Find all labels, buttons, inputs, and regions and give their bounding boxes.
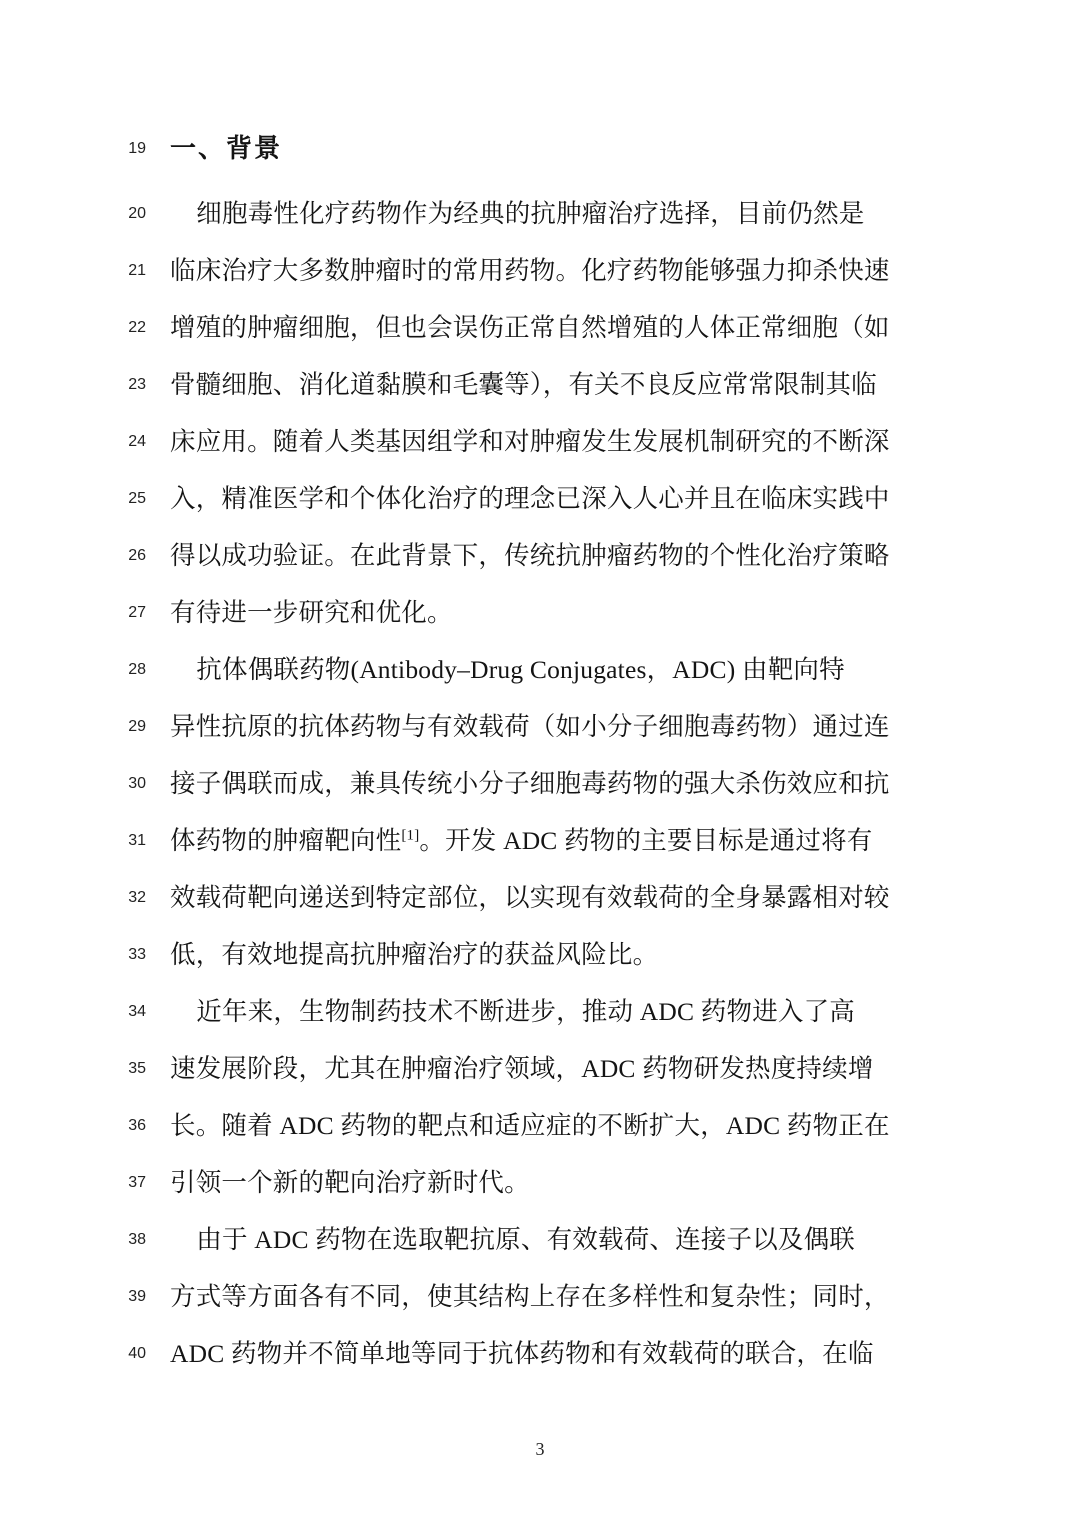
page-title: 一、背景 [170,134,283,163]
line-number: 23 [128,376,146,393]
paragraph-2 [110,641,930,983]
line-number: 30 [128,775,146,792]
text-line [110,1040,930,1097]
text-line [110,1097,930,1154]
text-line [110,926,930,983]
paragraph-1 [110,185,930,641]
text-line [110,527,930,584]
text-line [110,1154,930,1211]
text-line [110,1211,930,1268]
line-number: 36 [128,1117,146,1134]
line-text: 异性抗原的抗体药物与有效载荷（如小分子细胞毒药物）通过连 [170,712,890,741]
line-number: 19 [128,140,146,157]
line-number: 31 [128,832,146,849]
text-line [110,413,930,470]
line-number: 29 [128,718,146,735]
line-number: 20 [128,205,146,222]
line-text: 引领一个新的靶向治疗新时代。 [170,1168,530,1197]
line-number: 38 [128,1231,146,1248]
line-text: 有待进一步研究和优化。 [170,598,453,627]
line-text: ADC 药物并不简单地等同于抗体药物和有效载荷的联合，在临 [170,1339,874,1368]
line-text: 效载荷靶向递送到特定部位，以实现有效载荷的全身暴露相对较 [170,883,890,912]
line-text: 增殖的肿瘤细胞，但也会误伤正常自然增殖的人体正常细胞（如 [170,313,890,342]
line-text [170,812,873,869]
line-number: 33 [128,946,146,963]
line-text: 细胞毒性化疗药物作为经典的抗肿瘤治疗选择，目前仍然是 [170,199,865,228]
paragraph-4 [110,1211,930,1382]
line-number: 22 [128,319,146,336]
text-line [110,698,930,755]
spacer [110,177,930,185]
line-text: 临床治疗大多数肿瘤时的常用药物。化疗药物能够强力抑杀快速 [170,256,890,285]
text-line [110,641,930,698]
line-number: 32 [128,889,146,906]
line-text: 床应用。随着人类基因组学和对肿瘤发生发展机制研究的不断深 [170,427,890,456]
line-number: 40 [128,1345,146,1362]
page-number: 3 [535,1439,545,1459]
citation-marker: [1] [401,827,420,844]
line-text: 抗体偶联药物(Antibody–Drug Conjugates，ADC) 由靶向特 [170,655,845,684]
text-line [110,356,930,413]
line-number: 37 [128,1174,146,1191]
line-text: 近年来，生物制药技术不断进步，推动 ADC 药物进入了高 [170,997,855,1026]
text-line [110,1268,930,1325]
line-number: 27 [128,604,146,621]
text-line [110,185,930,242]
line-text: 骨髓细胞、消化道黏膜和毛囊等），有关不良反应常常限制其临 [170,370,877,399]
line-number: 34 [128,1003,146,1020]
document-body [110,120,930,1382]
text-line [110,869,930,926]
line-text: 由于 ADC 药物在选取靶抗原、有效载荷、连接子以及偶联 [170,1225,855,1254]
line-number: 39 [128,1288,146,1305]
paragraph-3 [110,983,930,1211]
line-text: 接子偶联而成，兼具传统小分子细胞毒药物的强大杀伤效应和抗 [170,769,890,798]
line-text: 长。随着 ADC 药物的靶点和适应症的不断扩大，ADC 药物正在 [170,1111,890,1140]
line-number: 24 [128,433,146,450]
line-text: 方式等方面各有不同，使其结构上存在多样性和复杂性；同时， [170,1282,890,1311]
line-number: 28 [128,661,146,678]
section-heading-line [110,120,930,177]
line-number: 25 [128,490,146,507]
line-number: 26 [128,547,146,564]
text-line [110,299,930,356]
line-text: 入，精准医学和个体化治疗的理念已深入人心并且在临床实践中 [170,484,890,513]
line-text-part: 。开发 ADC 药物的主要目标是通过将有 [419,826,873,855]
line-text: 低，有效地提高抗肿瘤治疗的获益风险比。 [170,940,659,969]
text-line [110,1325,930,1382]
text-line [110,470,930,527]
line-number: 21 [128,262,146,279]
line-text: 得以成功验证。在此背景下，传统抗肿瘤药物的个性化治疗策略 [170,541,890,570]
text-line [110,242,930,299]
line-number: 35 [128,1060,146,1077]
text-line [110,983,930,1040]
text-line [110,584,930,641]
line-text-part: 体药物的肿瘤靶向性 [170,826,402,855]
line-text: 速发展阶段，尤其在肿瘤治疗领域，ADC 药物研发热度持续增 [170,1054,874,1083]
text-line [110,755,930,812]
text-line-with-citation [110,812,930,869]
